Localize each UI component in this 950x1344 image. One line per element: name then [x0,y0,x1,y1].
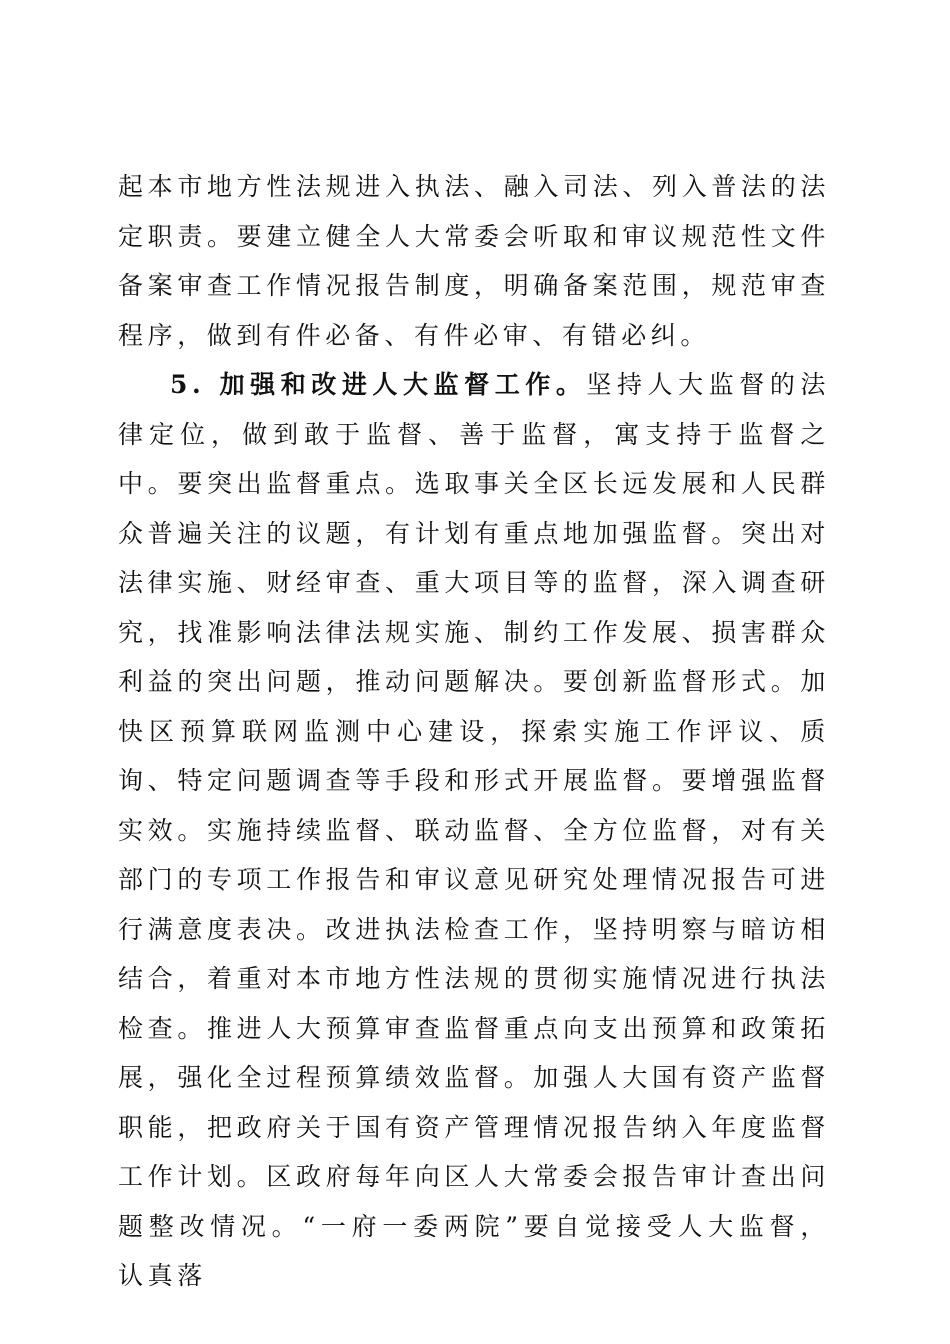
paragraph-continuation: 起本市地方性法规进入执法、融入司法、列入普法的法定职责。要建立健全人大常委会听取和审议规范性文件备案审查工作情况报告制度，明确备案范围，规范审查程序，做到有件必备、有件必审、有错必纠。 [118,172,830,350]
paragraph-supervision [118,360,830,1301]
section-body: 坚持人大监督的法律定位，做到敢于监督、善于监督，寓支持于监督之中。要突出监督重点。选取事关全区长远发展和人民群众普遍关注的议题，有计划有重点地加强监督。突出对法律实施、财经审查、重大项目等的监督，深入调查研究，找准影响法律法规实施、制约工作发展、损害群众利益的突出问题，推动问题解决。要创新监督形式。加快区预算联网监测中心建设，探索实施工作评议、质询、特定问题调查等手段和形式开展监督。要增强监督实效。实施持续监督、联动监督、全方位监督，对有关部门的专项工作报告和审议意见研究处理情况报告可进行满意度表决。改进执法检查工作，坚持明察与暗访相结合，着重对本市地方性法规的贯彻实施情况进行执法检查。推进人大预算审查监督重点向支出预算和政策拓展，强化全过程预算绩效监督。加强人大国有资产监督职能，把政府关于国有资产管理情况报告纳入年度监督工作计划。区政府每年向区人大常委会报告审计查出问题整改情况。“一府一委两院”要自觉接受人大监督，认真落 [118,370,830,1290]
section-heading: 5. 加强和改进人大监督工作。 [170,370,587,399]
document-page [118,162,830,1301]
